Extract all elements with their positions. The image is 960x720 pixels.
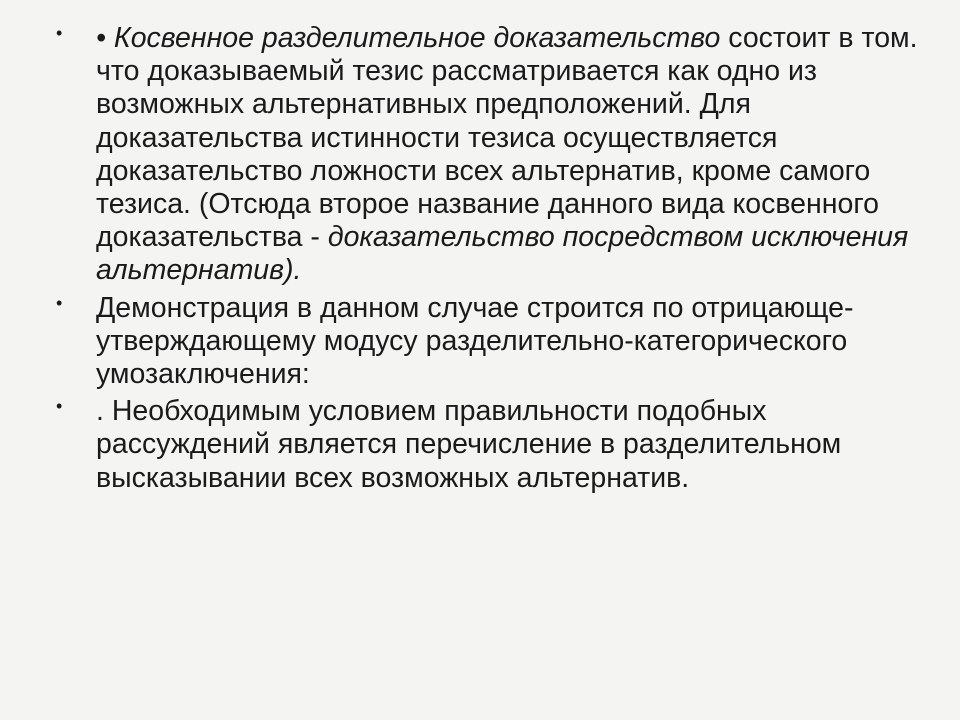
bullet-item-condition (56, 395, 920, 495)
bullet-text: Демонстрация в данном случае строится по отрицающе-утверждающему модусу разделительно-категорического умозаключения: (96, 291, 854, 391)
definition-text: состоит в том. что доказываемый тезис рассматривается как одно из возможных альтернативных предположений. Для доказательства истинности тезиса осуществляется доказательство ложности всех альтернатив, кроме самого тезиса. (Отсюда второе название данного вида косвенного доказательства - (96, 22, 918, 254)
bullet-lead-dot: • (96, 22, 114, 54)
bullet-item-indirect-proof (56, 22, 920, 288)
term-proof-by-elimination: доказательство посредством исключения альтернатив (96, 221, 909, 287)
bullet-marker: • (56, 23, 63, 43)
bullet-marker: • (56, 396, 63, 417)
bullet-text: . Необходимым условием правильности подобных рассуждений является перечисление в разделительном высказывании всех возможных альтернатив. (96, 395, 842, 494)
bullet-marker: • (56, 292, 63, 313)
closing-paren: ). (284, 254, 302, 287)
bullet-list (56, 22, 920, 495)
bullet-text (96, 22, 918, 286)
bullet-item-demonstration (56, 292, 920, 392)
term-indirect-disjunctive-proof: Косвенное разделительное доказательство (113, 22, 721, 54)
